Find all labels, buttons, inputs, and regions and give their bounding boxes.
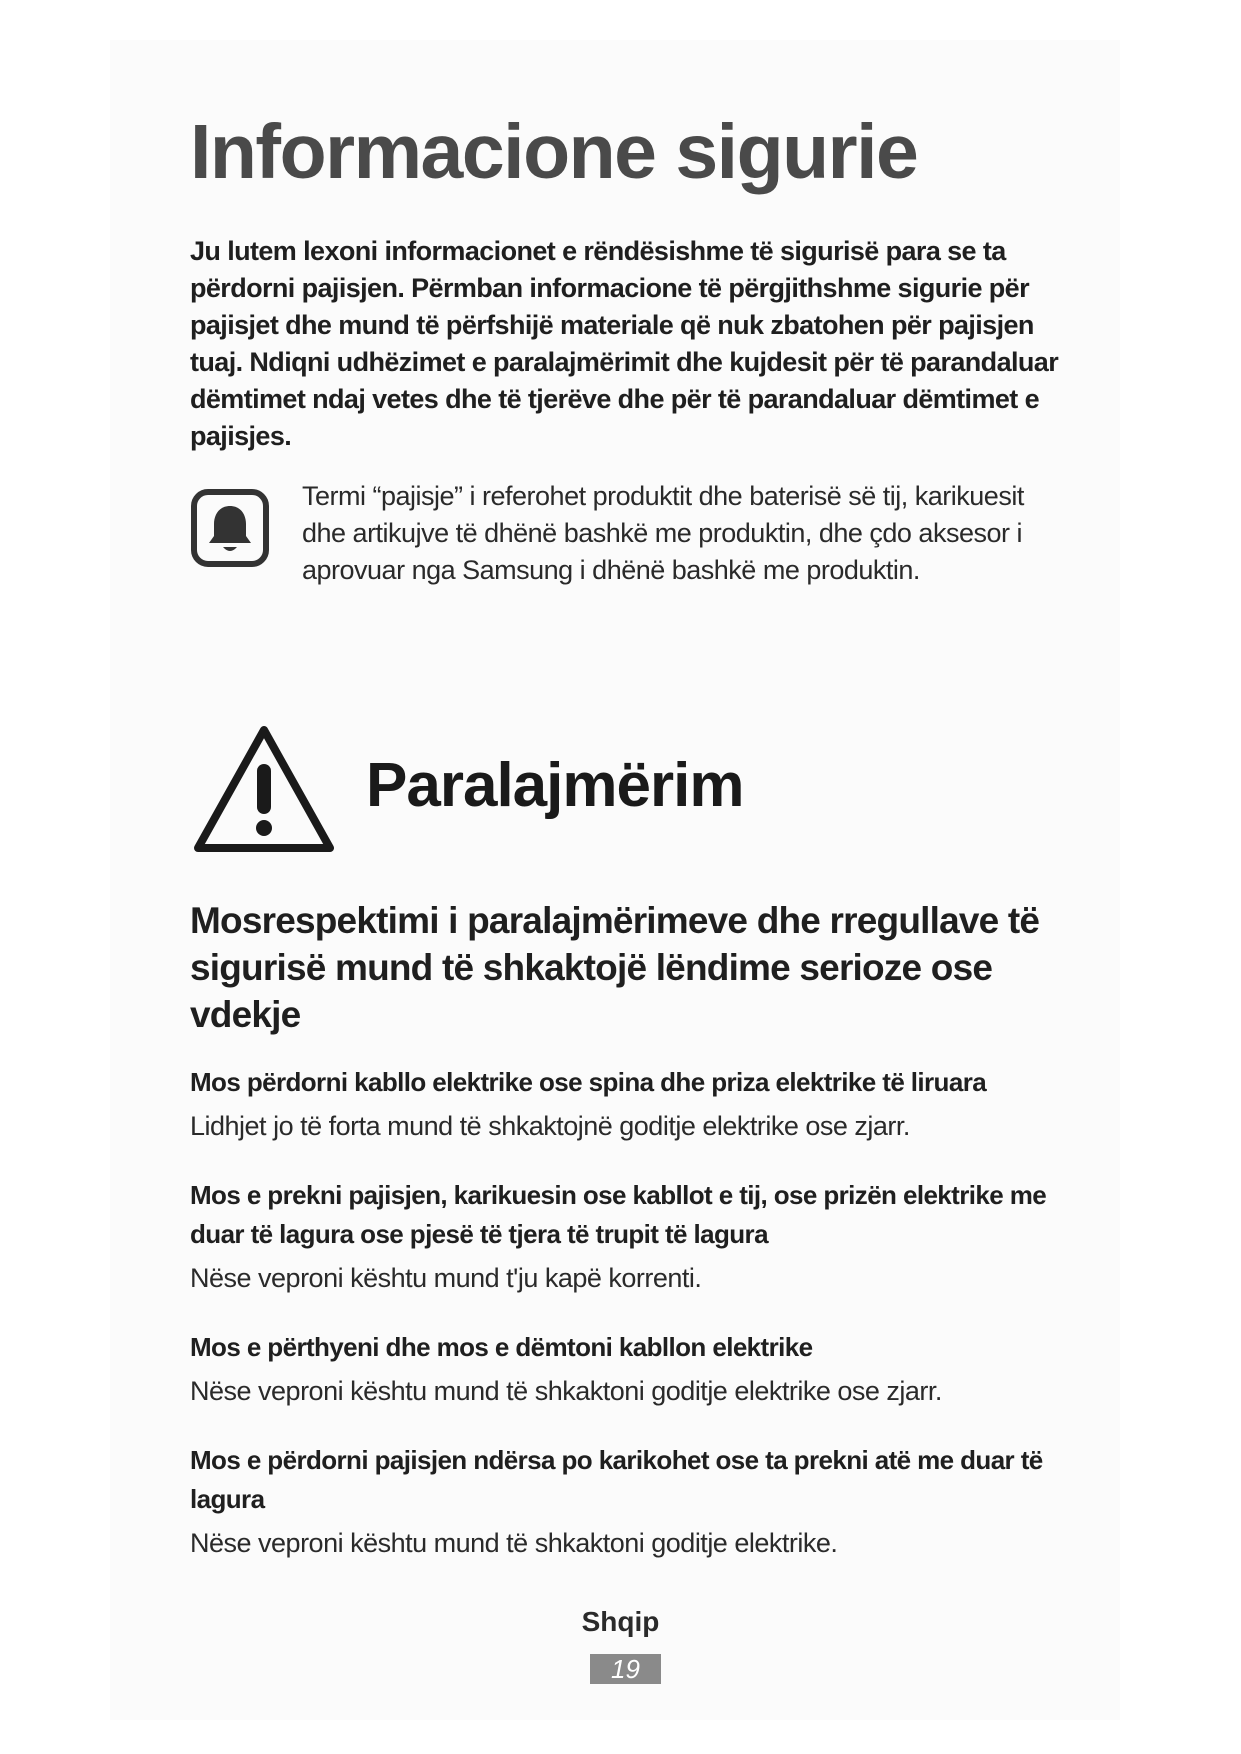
rule-body: Nëse veproni kështu mund të shkaktoni goditje elektrike. bbox=[190, 1528, 838, 1558]
notification-bell-icon bbox=[190, 488, 270, 568]
footer-language: Shqip bbox=[581, 1606, 660, 1637]
safety-rule bbox=[190, 1063, 1070, 1145]
rule-heading: Mos e prekni pajisjen, karikuesin ose kabllot e tij, ose prizën elektrike me duar të lagura ose pjesë të tjera të trupit të lagura bbox=[190, 1180, 1047, 1249]
warning-subtitle: Mosrespektimi i paralajmërimeve dhe rregullave të sigurisë mund të shkaktojë lëndime serioze ose vdekje bbox=[190, 900, 1040, 1035]
rule-heading: Mos përdorni kabllo elektrike ose spina dhe priza elektrike të liruara bbox=[190, 1067, 987, 1097]
rule-heading: Mos e përdorni pajisjen ndërsa po karikohet ose ta prekni atë me duar të lagura bbox=[190, 1445, 1043, 1514]
safety-rule bbox=[190, 1328, 1070, 1410]
page-number: 19 bbox=[590, 1654, 661, 1684]
page-title: Informacione sigurie bbox=[190, 109, 918, 195]
note-text: Termi “pajisje” i referohet produktit dhe baterisë së tij, karikuesit dhe artikujve të dhënë bashkë me produktin, dhe çdo aksesor i aprovuar nga Samsung i dhënë bashkë me produktin. bbox=[302, 481, 1024, 585]
intro-paragraph: Ju lutem lexoni informacionet e rëndësishme të sigurisë para se ta përdorni pajisjen. Përmban informacione të përgjithshme sigurie për pajisjet dhe mund të përfshijë materiale që nuk zbatohen për pajisjen tuaj. Ndiqni udhëzimet e paralajmërimit dhe kujdesit për të parandaluar dëmtimet ndaj vetes dhe të tjerëve dhe për të parandaluar dëmtimet e pajisjes. bbox=[190, 236, 1059, 451]
rule-heading: Mos e përthyeni dhe mos e dëmtoni kabllon elektrike bbox=[190, 1332, 813, 1362]
safety-rule bbox=[190, 1176, 1070, 1297]
rule-body: Nëse veproni kështu mund t'ju kapë korrenti. bbox=[190, 1263, 702, 1293]
warning-triangle-icon bbox=[190, 722, 338, 856]
safety-rule bbox=[190, 1441, 1070, 1562]
warning-title: Paralajmërim bbox=[366, 751, 744, 820]
rule-body: Nëse veproni kështu mund të shkaktoni goditje elektrike ose zjarr. bbox=[190, 1376, 942, 1406]
rule-body: Lidhjet jo të forta mund të shkaktojnë goditje elektrike ose zjarr. bbox=[190, 1111, 910, 1141]
